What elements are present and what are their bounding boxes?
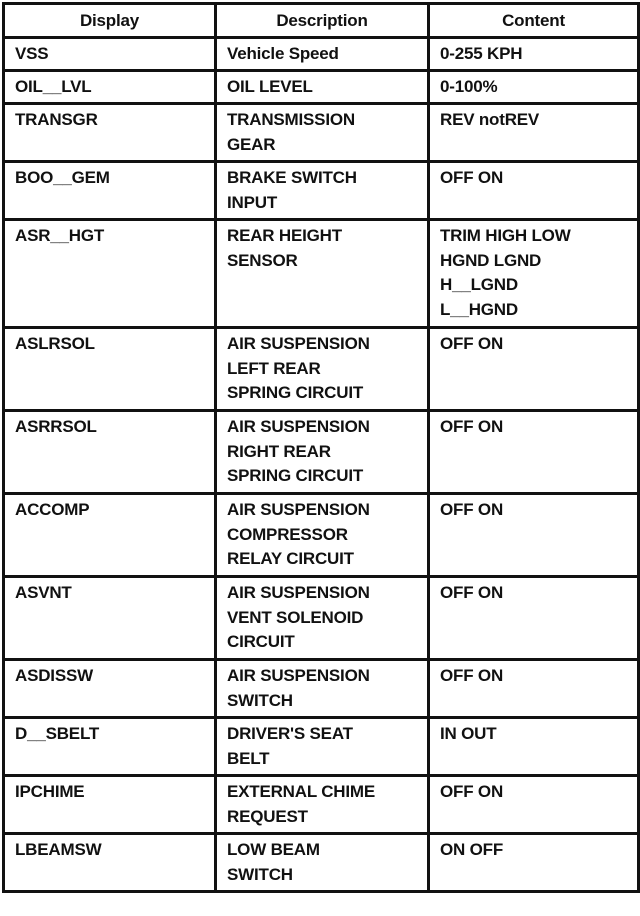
display-cell <box>4 328 216 411</box>
display-cell <box>4 494 216 577</box>
table-row <box>4 38 639 71</box>
table-row <box>4 494 639 577</box>
display-cell-line: ASVNT <box>15 583 72 602</box>
display-cell-line: ACCOMP <box>15 500 90 519</box>
description-cell-line: SPRING CIRCUIT <box>227 383 364 403</box>
content-cell-line: OFF ON <box>440 666 504 685</box>
description-cell <box>216 776 429 834</box>
content-cell <box>429 834 639 892</box>
table-row <box>4 220 639 328</box>
content-cell-line: OFF ON <box>440 417 504 436</box>
content-cell <box>429 411 639 494</box>
content-cell <box>429 104 639 162</box>
description-cell <box>216 328 429 411</box>
description-cell-line: AIR SUSPENSION <box>227 500 370 519</box>
display-cell <box>4 718 216 776</box>
display-cell-line: ASRRSOL <box>15 417 97 436</box>
content-cell-line: HGND LGND <box>440 250 542 270</box>
description-cell-line: RIGHT REAR <box>227 441 331 461</box>
description-cell-line: OIL LEVEL <box>227 77 313 96</box>
display-cell-line: TRANSGR <box>15 110 98 129</box>
table-row <box>4 660 639 718</box>
display-cell-line: ASDISSW <box>15 666 93 685</box>
table-row <box>4 776 639 834</box>
description-cell-line: BELT <box>227 748 270 768</box>
description-cell-line: AIR SUSPENSION <box>227 583 370 602</box>
description-cell-line: DRIVER'S SEAT <box>227 724 353 743</box>
display-cell <box>4 577 216 660</box>
column-header-display: Display <box>4 4 216 38</box>
description-cell-line: LEFT REAR <box>227 358 321 378</box>
table-row <box>4 104 639 162</box>
description-cell-line: LOW BEAM <box>227 840 320 859</box>
content-cell-line: OFF ON <box>440 500 504 519</box>
display-cell <box>4 104 216 162</box>
table-row <box>4 328 639 411</box>
content-cell-line: L__HGND <box>440 299 518 319</box>
display-cell-line: OIL__LVL <box>15 77 92 96</box>
content-cell <box>429 776 639 834</box>
description-cell <box>216 162 429 220</box>
description-cell-line: RELAY CIRCUIT <box>227 549 354 569</box>
description-cell-line: GEAR <box>227 134 276 154</box>
table-row <box>4 718 639 776</box>
description-cell-line: AIR SUSPENSION <box>227 417 370 436</box>
content-cell <box>429 38 639 71</box>
content-cell <box>429 718 639 776</box>
description-cell <box>216 411 429 494</box>
description-cell-line: VENT SOLENOID <box>227 607 364 627</box>
display-cell-line: IPCHIME <box>15 782 85 801</box>
table-row <box>4 577 639 660</box>
display-cell-line: ASR__HGT <box>15 226 105 245</box>
display-cell <box>4 71 216 104</box>
description-cell-line: SWITCH <box>227 690 293 710</box>
description-cell-line: COMPRESSOR <box>227 524 348 544</box>
display-cell <box>4 220 216 328</box>
description-cell-line: SPRING CIRCUIT <box>227 466 364 486</box>
content-cell-line: ON OFF <box>440 840 504 859</box>
display-cell <box>4 411 216 494</box>
content-cell-line: 0-100% <box>440 77 498 96</box>
content-cell-line: OFF ON <box>440 782 504 801</box>
content-cell-line: REV notREV <box>440 110 540 129</box>
content-cell-line: 0-255 KPH <box>440 44 523 63</box>
description-cell-line: CIRCUIT <box>227 632 295 652</box>
display-cell-line: D__SBELT <box>15 724 100 743</box>
table-row <box>4 162 639 220</box>
display-cell <box>4 38 216 71</box>
display-cell <box>4 660 216 718</box>
description-cell-line: REQUEST <box>227 806 308 826</box>
content-cell <box>429 220 639 328</box>
description-cell-line: Vehicle Speed <box>227 44 339 63</box>
content-cell <box>429 71 639 104</box>
header-row <box>4 4 639 38</box>
content-cell-line: OFF ON <box>440 583 504 602</box>
description-cell <box>216 577 429 660</box>
display-cell-line: ASLRSOL <box>15 334 95 353</box>
display-cell <box>4 776 216 834</box>
content-cell <box>429 328 639 411</box>
description-cell-line: SWITCH <box>227 864 293 884</box>
content-cell <box>429 494 639 577</box>
content-cell-line: IN OUT <box>440 724 497 743</box>
content-cell <box>429 162 639 220</box>
column-header-description: Description <box>216 4 429 38</box>
table-row <box>4 71 639 104</box>
description-cell-line: AIR SUSPENSION <box>227 666 370 685</box>
description-cell-line: BRAKE SWITCH <box>227 168 357 187</box>
content-cell-line: TRIM HIGH LOW <box>440 226 571 245</box>
description-cell <box>216 660 429 718</box>
table-row <box>4 411 639 494</box>
content-cell-line: OFF ON <box>440 334 504 353</box>
description-cell-line: SENSOR <box>227 250 298 270</box>
description-cell <box>216 834 429 892</box>
column-header-content: Content <box>429 4 639 38</box>
display-cell-line: VSS <box>15 44 49 63</box>
description-cell-line: AIR SUSPENSION <box>227 334 370 353</box>
description-cell <box>216 71 429 104</box>
content-cell <box>429 660 639 718</box>
pid-table <box>2 2 640 893</box>
content-cell-line: OFF ON <box>440 168 504 187</box>
description-cell <box>216 494 429 577</box>
description-cell <box>216 104 429 162</box>
description-cell <box>216 220 429 328</box>
display-cell <box>4 834 216 892</box>
description-cell-line: TRANSMISSION <box>227 110 355 129</box>
description-cell-line: REAR HEIGHT <box>227 226 342 245</box>
table-header <box>4 4 639 38</box>
description-cell-line: INPUT <box>227 192 278 212</box>
description-cell <box>216 718 429 776</box>
display-cell <box>4 162 216 220</box>
display-cell-line: BOO__GEM <box>15 168 110 187</box>
content-cell <box>429 577 639 660</box>
table-row <box>4 834 639 892</box>
description-cell <box>216 38 429 71</box>
display-cell-line: LBEAMSW <box>15 840 102 859</box>
content-cell-line: H__LGND <box>440 275 518 295</box>
description-cell-line: EXTERNAL CHIME <box>227 782 376 801</box>
table-body <box>4 38 639 892</box>
